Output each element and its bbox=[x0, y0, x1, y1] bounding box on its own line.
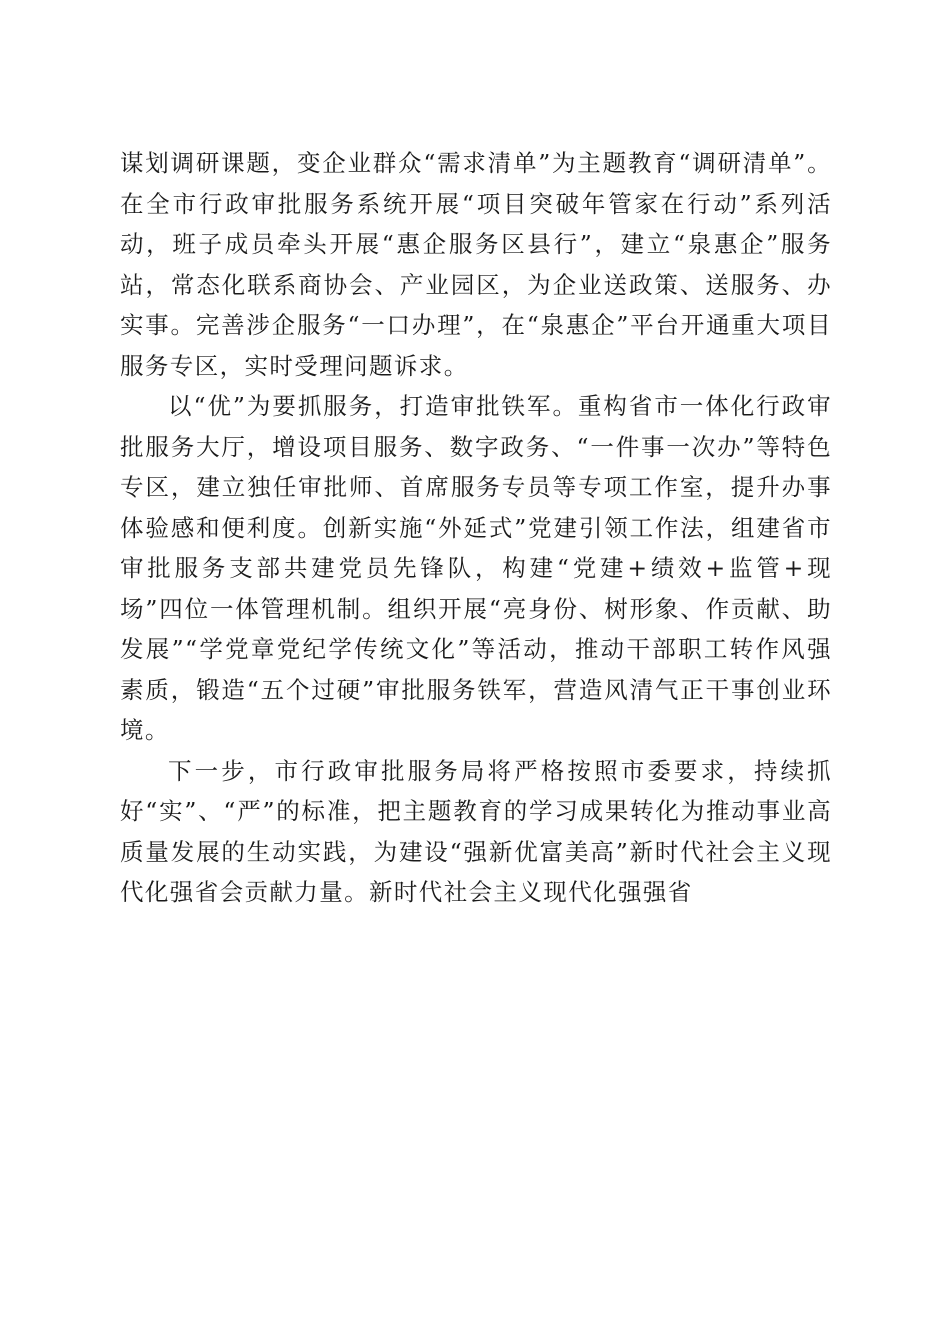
paragraph-service: 以“优”为要抓服务，打造审批铁军。重构省市一体化行政审批服务大厅，增设项目服务、数字政务、“一件事一次办”等特色专区，建立独任审批师、首席服务专员等专项工作室，提升办事体验感和便利度。创新实施“外延式”党建引领工作法，组建省市审批服务支部共建党员先锋队，构建“党建+绩效+监管+现场”四位一体管理机制。组织开展“亮身份、树形象、作贡献、助发展”“学党章党纪学传统文化”等活动，推动干部职工转作风强素质，锻造“五个过硬”审批服务铁军，营造风清气正干事创业环境。 bbox=[120, 392, 832, 744]
document-body bbox=[120, 143, 832, 913]
paragraph-next-step: 下一步，市行政审批服务局将严格按照市委要求，持续抓好“实”、“严”的标准，把主题教育的学习成果转化为推动事业高质量发展的生动实践，为建设“强新优富美高”新时代社会主义现代化强省会贡献力量。新时代社会主义现代化强强省 bbox=[120, 756, 832, 906]
paragraph-continuation: 谋划调研课题，变企业群众“需求清单”为主题教育“调研清单”。在全市行政审批服务系统开展“项目突破年管家在行动”系列活动，班子成员牵头开展“惠企服务区县行”，建立“泉惠企”服务站，常态化联系商协会、产业园区，为企业送政策、送服务、办实事。完善涉企服务“一口办理”，在“泉惠企”平台开通重大项目服务专区，实时受理问题诉求。 bbox=[120, 149, 832, 380]
